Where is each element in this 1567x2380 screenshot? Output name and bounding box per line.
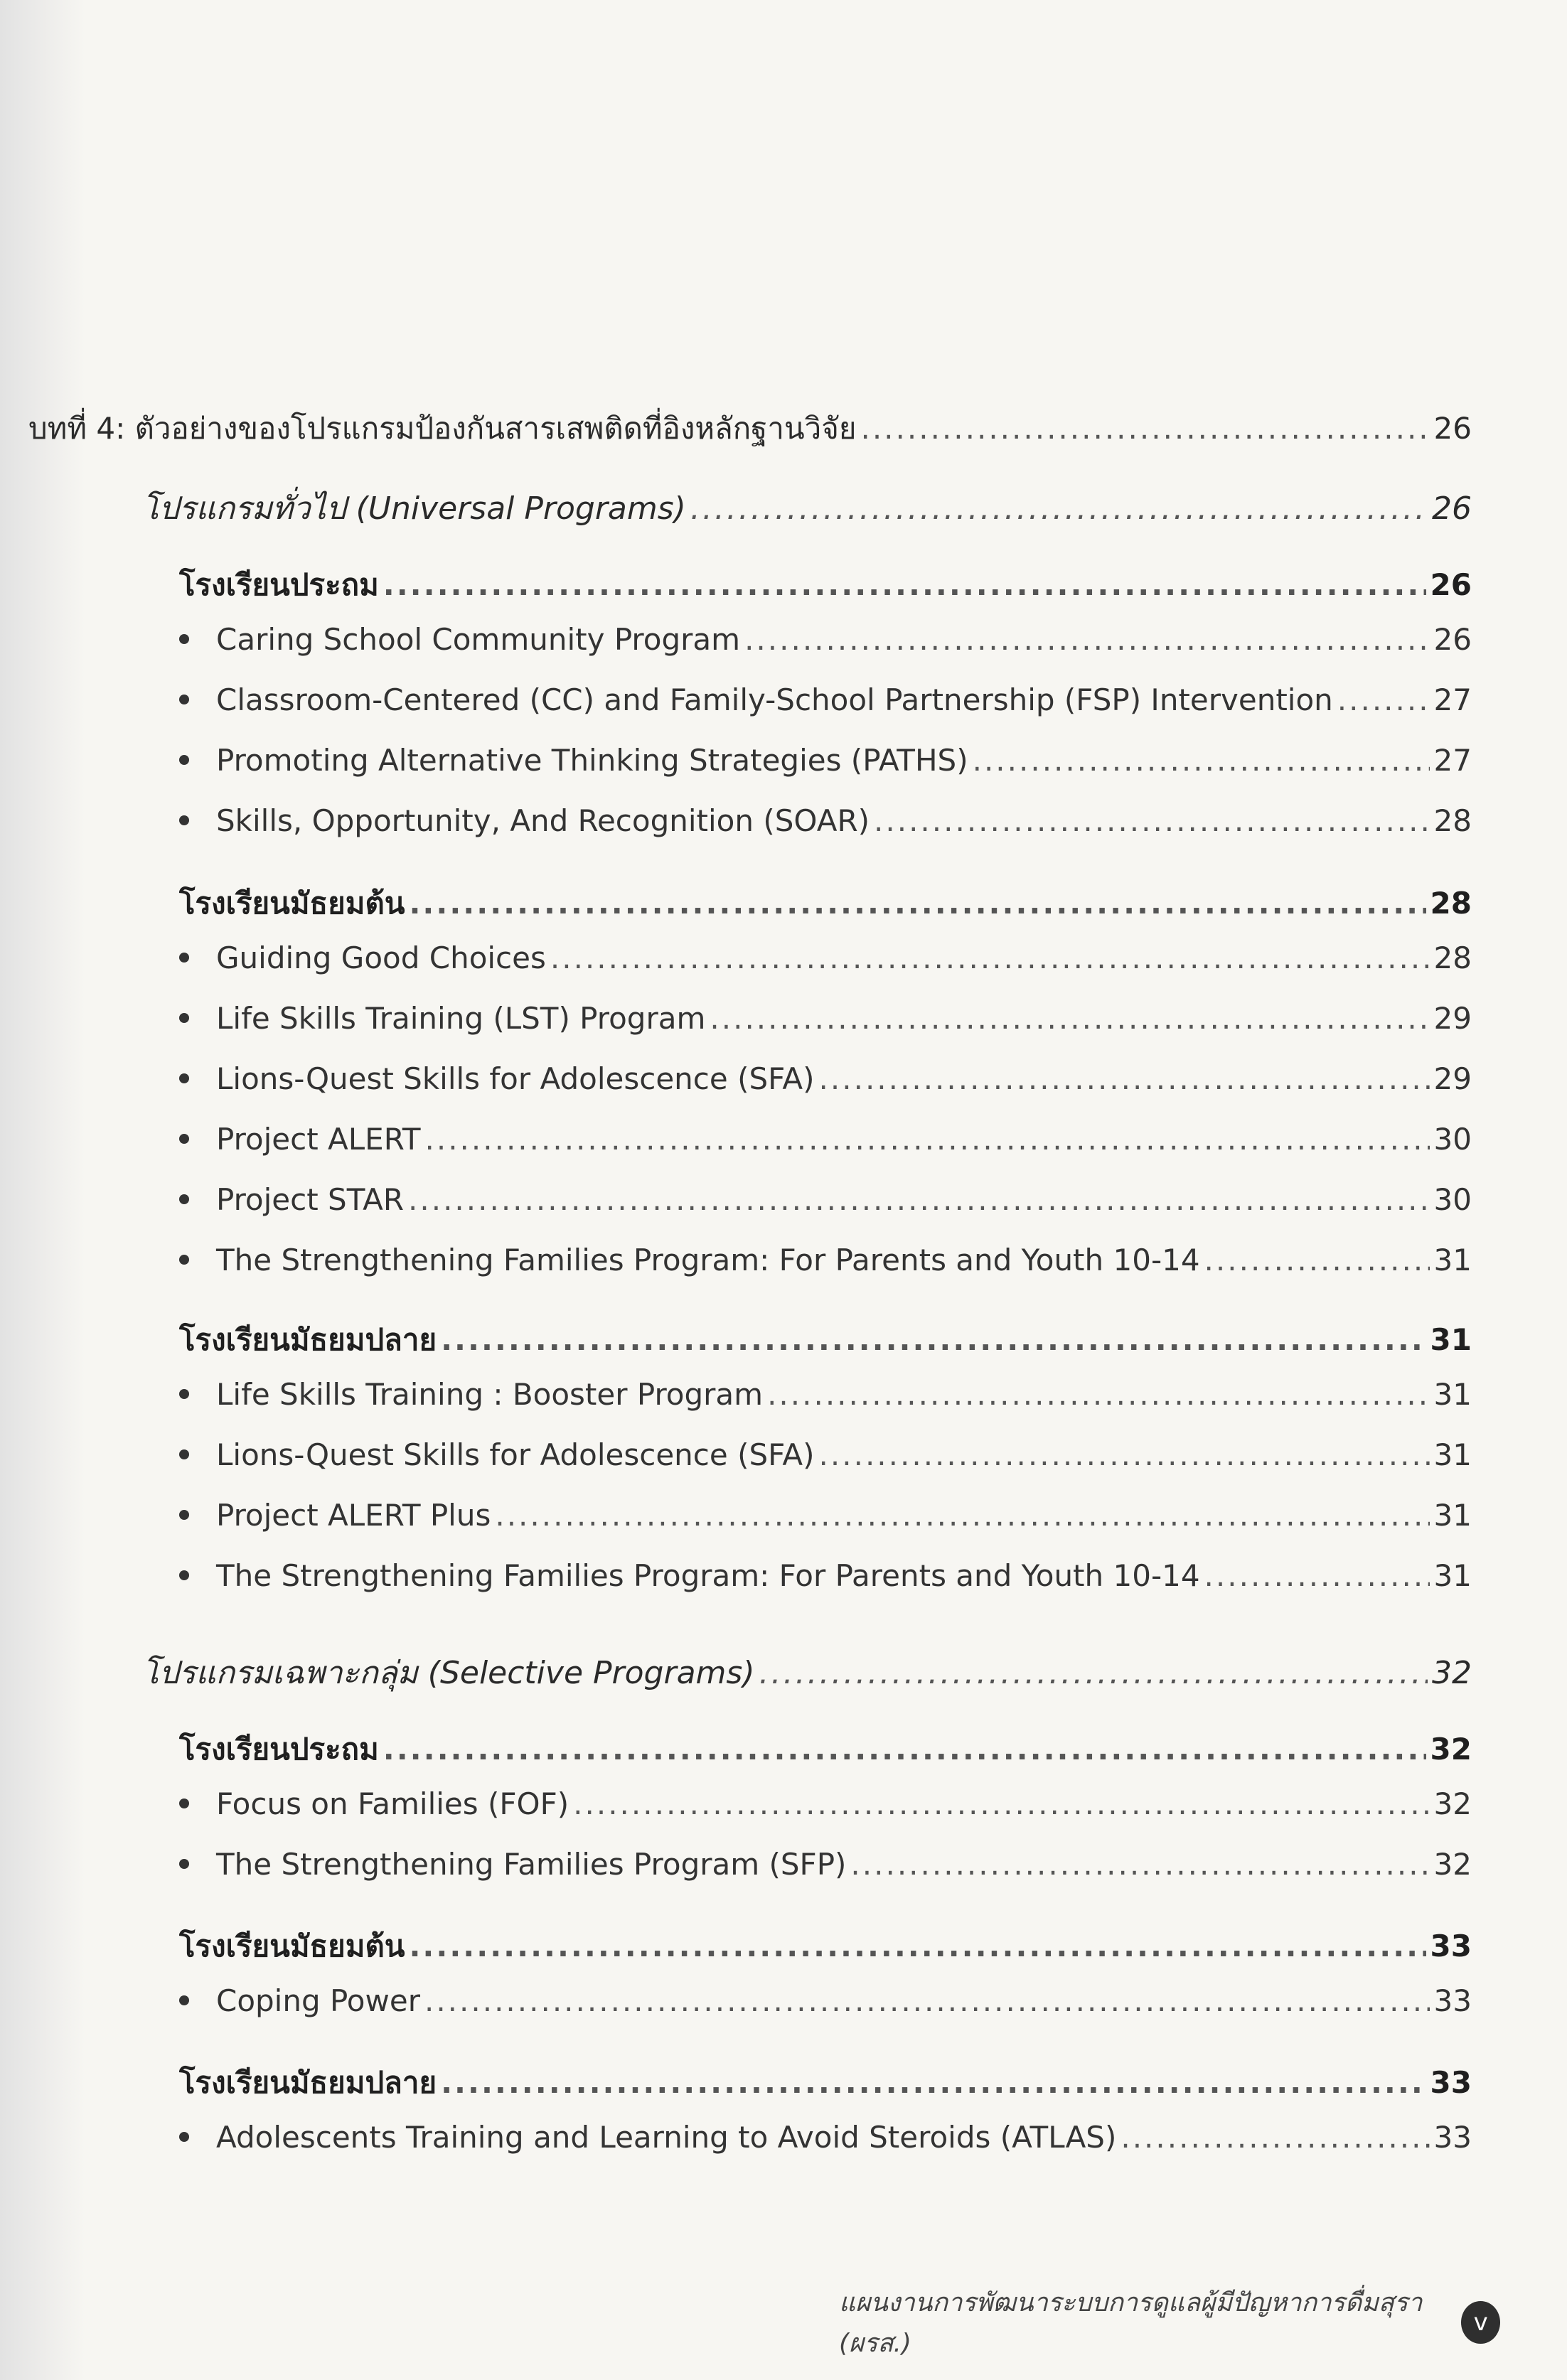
bullet-icon <box>179 1073 189 1083</box>
dot-leader <box>424 1983 1430 2018</box>
dot-leader <box>690 491 1428 527</box>
bullet-icon <box>179 755 189 765</box>
item-label: Skills, Opportunity, And Recognition (SOAR) <box>216 803 870 838</box>
item-label: Lions-Quest Skills for Adolescence (SFA) <box>216 1437 815 1472</box>
item-page: 31 <box>1433 1377 1472 1412</box>
item-label: Focus on Families (FOF) <box>216 1786 569 1821</box>
dot-leader <box>495 1498 1429 1533</box>
dot-leader <box>550 940 1430 975</box>
dot-leader <box>759 1655 1428 1691</box>
section-title: โปรแกรมทั่วไป (Universal Programs) <box>142 491 686 527</box>
item-page: 31 <box>1433 1243 1472 1277</box>
bullet-icon <box>179 1449 189 1459</box>
dot-leader <box>973 743 1430 778</box>
dot-leader <box>425 1122 1430 1157</box>
toc-group <box>179 1726 1472 1773</box>
toc-item <box>179 1001 1472 1036</box>
toc-group <box>179 562 1472 609</box>
group-page: 32 <box>1430 1732 1472 1767</box>
item-label: Project STAR <box>216 1182 405 1217</box>
item-label: Promoting Alternative Thinking Strategies (PATHS) <box>216 743 968 778</box>
bullet-icon <box>179 1995 189 2005</box>
chapter-label <box>28 405 856 452</box>
toc-item <box>179 682 1472 717</box>
dot-leader <box>408 1182 1430 1217</box>
item-label: The Strengthening Families Program: For Parents and Youth 10-14 <box>216 1558 1200 1593</box>
group-title: โรงเรียนประถม <box>179 1732 379 1767</box>
item-label: Caring School Community Program <box>216 622 741 657</box>
item-page: 29 <box>1433 1061 1472 1096</box>
item-label: Guiding Good Choices <box>216 940 546 975</box>
toc-group <box>179 880 1472 927</box>
toc-section <box>142 1648 1472 1698</box>
group-page: 26 <box>1430 567 1472 602</box>
toc-item <box>179 2120 1472 2155</box>
bullet-icon <box>179 953 189 963</box>
toc-group <box>179 2059 1472 2106</box>
bullet-icon <box>179 1389 189 1399</box>
toc-item <box>179 1558 1472 1593</box>
toc-section <box>142 483 1472 533</box>
item-label: The Strengthening Families Program (SFP) <box>216 1847 847 1882</box>
item-page: 31 <box>1433 1437 1472 1472</box>
group-title: โรงเรียนประถม <box>179 567 379 602</box>
item-page: 32 <box>1433 1786 1472 1821</box>
dot-leader <box>441 1322 1426 1357</box>
group-page: 33 <box>1430 2065 1472 2100</box>
dot-leader <box>1337 682 1430 717</box>
group-title: โรงเรียนมัธยมปลาย <box>179 2065 437 2100</box>
dot-leader <box>710 1001 1429 1036</box>
dot-leader <box>1121 2120 1429 2155</box>
toc-item <box>179 1122 1472 1157</box>
bullet-icon <box>179 2132 189 2142</box>
item-label: Project ALERT Plus <box>216 1498 491 1533</box>
group-page: 33 <box>1430 1929 1472 1963</box>
item-page: 31 <box>1433 1558 1472 1593</box>
item-label: Adolescents Training and Learning to Avoid Steroids (ATLAS) <box>216 2120 1117 2155</box>
toc-item <box>179 1498 1472 1533</box>
group-title: โรงเรียนมัธยมปลาย <box>179 1322 437 1357</box>
bullet-icon <box>179 1194 189 1204</box>
item-page: 30 <box>1433 1122 1472 1157</box>
dot-leader <box>573 1786 1429 1821</box>
dot-leader <box>819 1061 1430 1096</box>
toc-item <box>179 1983 1472 2018</box>
toc-item <box>179 1243 1472 1277</box>
group-page: 31 <box>1430 1322 1472 1357</box>
toc-item <box>179 1182 1472 1217</box>
item-label: Lions-Quest Skills for Adolescence (SFA) <box>216 1061 815 1096</box>
bullet-icon <box>179 815 189 825</box>
toc-item <box>179 622 1472 657</box>
dot-leader <box>383 567 1426 602</box>
bullet-icon <box>179 695 189 704</box>
item-page: 27 <box>1433 743 1472 778</box>
running-title: แผนงานการพัฒนาระบบการดูแลผู้มีปัญหาการดื่มสุรา (ผรส.) <box>839 2288 1423 2358</box>
dot-leader <box>383 1732 1426 1767</box>
page-gutter-shadow <box>0 0 85 2380</box>
toc-item <box>179 1377 1472 1412</box>
bullet-icon <box>179 1134 189 1144</box>
bullet-icon <box>179 1859 189 1869</box>
bullet-icon <box>179 1570 189 1580</box>
page-footer <box>839 2282 1500 2363</box>
item-page: 29 <box>1433 1001 1472 1036</box>
item-label: The Strengthening Families Program: For Parents and Youth 10-14 <box>216 1243 1200 1277</box>
toc-item <box>179 1847 1472 1882</box>
toc-item <box>179 1786 1472 1821</box>
chapter-number: บทที่ 4: <box>28 411 126 446</box>
bullet-icon <box>179 1799 189 1808</box>
dot-leader <box>409 886 1426 921</box>
dot-leader <box>767 1377 1429 1412</box>
dot-leader <box>744 622 1429 657</box>
item-page: 28 <box>1433 803 1472 838</box>
bullet-icon <box>179 634 189 644</box>
group-title: โรงเรียนมัธยมต้น <box>179 1929 405 1963</box>
dot-leader <box>441 2065 1426 2100</box>
chapter-title: ตัวอย่างของโปรแกรมป้องกันสารเสพติดที่อิงหลักฐานวิจัย <box>134 411 857 446</box>
item-label: Classroom-Centered (CC) and Family-School Partnership (FSP) Intervention <box>216 682 1333 717</box>
item-page: 31 <box>1433 1498 1472 1533</box>
group-title: โรงเรียนมัธยมต้น <box>179 886 405 921</box>
bullet-icon <box>179 1013 189 1023</box>
dot-leader <box>819 1437 1430 1472</box>
toc-item <box>179 743 1472 778</box>
item-label: Coping Power <box>216 1983 420 2018</box>
toc-group <box>179 1317 1472 1363</box>
section-title: โปรแกรมเฉพาะกลุ่ม (Selective Programs) <box>142 1655 755 1691</box>
section-page: 32 <box>1432 1655 1472 1691</box>
item-page: 26 <box>1433 622 1472 657</box>
toc-group <box>179 1923 1472 1970</box>
toc-item <box>179 940 1472 975</box>
dot-leader <box>874 803 1430 838</box>
dot-leader <box>1204 1243 1430 1277</box>
dot-leader <box>409 1929 1426 1963</box>
toc-item <box>179 803 1472 838</box>
item-label: Life Skills Training : Booster Program <box>216 1377 764 1412</box>
dot-leader <box>860 411 1429 446</box>
toc-chapter <box>28 405 1472 452</box>
toc-item <box>179 1437 1472 1472</box>
section-page: 26 <box>1432 491 1472 527</box>
item-page: 28 <box>1433 940 1472 975</box>
bullet-icon <box>179 1510 189 1520</box>
dot-leader <box>850 1847 1429 1882</box>
toc-item <box>179 1061 1472 1096</box>
item-page: 33 <box>1433 1983 1472 2018</box>
item-label: Life Skills Training (LST) Program <box>216 1001 706 1036</box>
chapter-page: 26 <box>1433 411 1472 446</box>
item-page: 33 <box>1433 2120 1472 2155</box>
item-page: 27 <box>1433 682 1472 717</box>
item-page: 32 <box>1433 1847 1472 1882</box>
dot-leader <box>1204 1558 1430 1593</box>
group-page: 28 <box>1430 886 1472 921</box>
item-label: Project ALERT <box>216 1122 421 1157</box>
item-page: 30 <box>1433 1182 1472 1217</box>
page-number-badge: v <box>1461 2301 1500 2344</box>
bullet-icon <box>179 1255 189 1265</box>
